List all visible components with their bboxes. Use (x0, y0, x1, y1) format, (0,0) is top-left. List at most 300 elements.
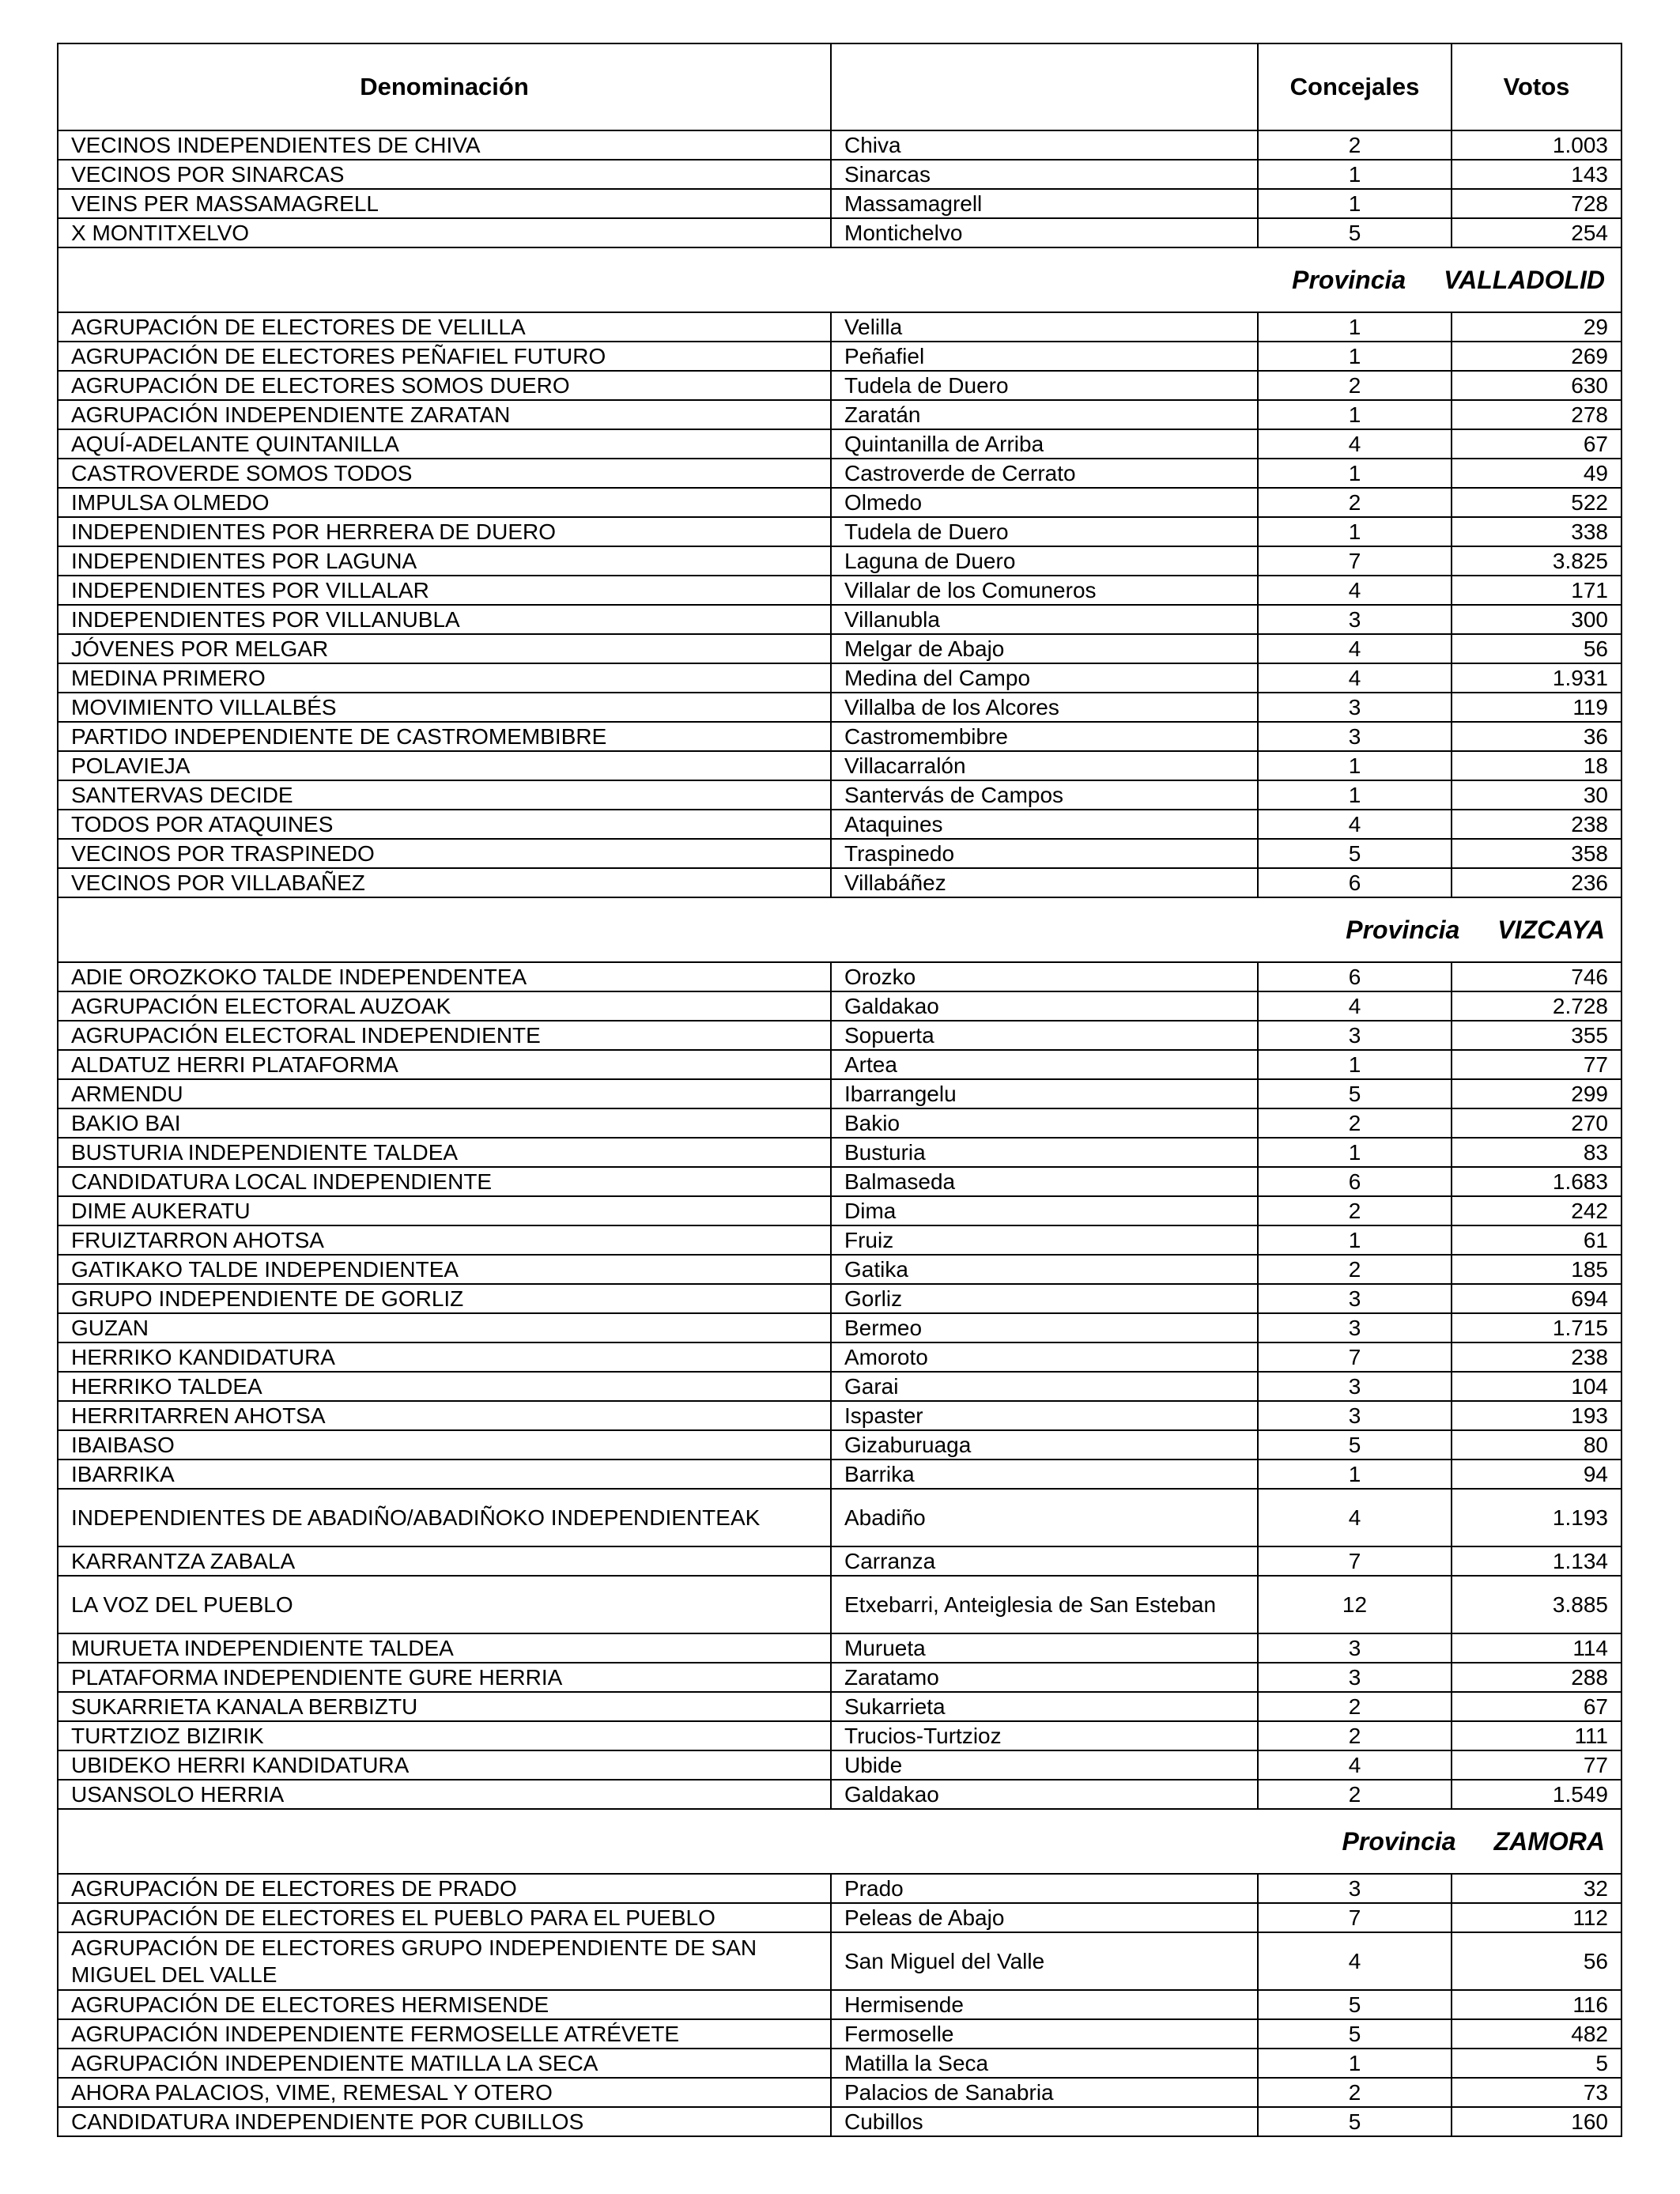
cell-concejales: 1 (1258, 1460, 1452, 1489)
cell-municipio: Bermeo (831, 1313, 1258, 1342)
cell-votos: 160 (1452, 2107, 1621, 2136)
cell-municipio: Montichelvo (831, 218, 1258, 247)
table-row (58, 605, 1621, 634)
cell-votos: 67 (1452, 429, 1621, 459)
table-row (58, 2019, 1621, 2049)
cell-concejales: 6 (1258, 962, 1452, 991)
table-row (58, 218, 1621, 247)
cell-votos: 104 (1452, 1372, 1621, 1401)
cell-votos: 1.683 (1452, 1167, 1621, 1196)
cell-concejales: 4 (1258, 991, 1452, 1021)
cell-concejales: 5 (1258, 218, 1452, 247)
cell-votos: 73 (1452, 2078, 1621, 2107)
cell-concejales: 2 (1258, 130, 1452, 160)
cell-denominacion: VECINOS POR SINARCAS (58, 160, 831, 189)
cell-denominacion: USANSOLO HERRIA (58, 1780, 831, 1809)
cell-municipio: Medina del Campo (831, 663, 1258, 693)
cell-concejales: 1 (1258, 780, 1452, 810)
cell-municipio: Murueta (831, 1633, 1258, 1663)
cell-concejales: 4 (1258, 663, 1452, 693)
cell-concejales: 5 (1258, 1430, 1452, 1460)
table-row (58, 429, 1621, 459)
table-row (58, 1489, 1621, 1546)
table-row (58, 2107, 1621, 2136)
cell-votos: 236 (1452, 868, 1621, 897)
table-row (58, 1430, 1621, 1460)
cell-denominacion: AGRUPACIÓN ELECTORAL AUZOAK (58, 991, 831, 1021)
cell-denominacion: VECINOS POR TRASPINEDO (58, 839, 831, 868)
table-row (58, 342, 1621, 371)
cell-votos: 193 (1452, 1401, 1621, 1430)
cell-votos: 114 (1452, 1633, 1621, 1663)
table-row (58, 400, 1621, 429)
province-name: ZAMORA (1493, 1827, 1605, 1856)
cell-denominacion: INDEPENDIENTES DE ABADIÑO/ABADIÑOKO INDEPENDIENTEAK (58, 1489, 831, 1546)
cell-municipio: Tudela de Duero (831, 371, 1258, 400)
table-row (58, 780, 1621, 810)
cell-votos: 242 (1452, 1196, 1621, 1225)
cell-denominacion: ADIE OROZKOKO TALDE INDEPENDENTEA (58, 962, 831, 991)
cell-concejales: 3 (1258, 1874, 1452, 1903)
cell-municipio: Peleas de Abajo (831, 1903, 1258, 1932)
cell-concejales: 5 (1258, 2107, 1452, 2136)
table-row (58, 1401, 1621, 1430)
cell-votos: 299 (1452, 1079, 1621, 1108)
cell-municipio: Zaratán (831, 400, 1258, 429)
cell-municipio: Castroverde de Cerrato (831, 459, 1258, 488)
cell-votos: 300 (1452, 605, 1621, 634)
cell-denominacion: GATIKAKO TALDE INDEPENDIENTEA (58, 1255, 831, 1284)
cell-municipio: Carranza (831, 1546, 1258, 1576)
cell-votos: 1.715 (1452, 1313, 1621, 1342)
cell-votos: 61 (1452, 1225, 1621, 1255)
cell-municipio: Galdakao (831, 991, 1258, 1021)
cell-municipio: Matilla la Seca (831, 2049, 1258, 2078)
cell-votos: 270 (1452, 1108, 1621, 1138)
cell-votos: 119 (1452, 693, 1621, 722)
cell-denominacion: HERRITARREN AHOTSA (58, 1401, 831, 1430)
cell-municipio: San Miguel del Valle (831, 1932, 1258, 1990)
table-row (58, 2049, 1621, 2078)
cell-denominacion: TURTZIOZ BIZIRIK (58, 1721, 831, 1750)
cell-denominacion: GUZAN (58, 1313, 831, 1342)
table-row (58, 1138, 1621, 1167)
header-row (58, 43, 1621, 130)
cell-municipio: Villalba de los Alcores (831, 693, 1258, 722)
table-row (58, 517, 1621, 546)
cell-municipio: Balmaseda (831, 1167, 1258, 1196)
cell-votos: 358 (1452, 839, 1621, 868)
cell-concejales: 2 (1258, 1780, 1452, 1809)
table-row (58, 1167, 1621, 1196)
cell-votos: 30 (1452, 780, 1621, 810)
cell-votos: 728 (1452, 189, 1621, 218)
cell-votos: 94 (1452, 1460, 1621, 1489)
cell-municipio: Gorliz (831, 1284, 1258, 1313)
cell-municipio: Sinarcas (831, 160, 1258, 189)
cell-concejales: 7 (1258, 546, 1452, 576)
cell-concejales: 4 (1258, 1489, 1452, 1546)
cell-denominacion: AGRUPACIÓN DE ELECTORES DE VELILLA (58, 312, 831, 342)
cell-concejales: 4 (1258, 810, 1452, 839)
table-row (58, 1342, 1621, 1372)
cell-votos: 5 (1452, 2049, 1621, 2078)
table-row (58, 1546, 1621, 1576)
table-row (58, 991, 1621, 1021)
cell-denominacion: MURUETA INDEPENDIENTE TALDEA (58, 1633, 831, 1663)
cell-concejales: 2 (1258, 1721, 1452, 1750)
cell-municipio: Massamagrell (831, 189, 1258, 218)
table-row (58, 488, 1621, 517)
cell-denominacion: AGRUPACIÓN DE ELECTORES DE PRADO (58, 1874, 831, 1903)
cell-denominacion: PLATAFORMA INDEPENDIENTE GURE HERRIA (58, 1663, 831, 1692)
cell-denominacion: PARTIDO INDEPENDIENTE DE CASTROMEMBIBRE (58, 722, 831, 751)
cell-votos: 1.193 (1452, 1489, 1621, 1546)
table-row (58, 1460, 1621, 1489)
cell-concejales: 4 (1258, 1750, 1452, 1780)
cell-concejales: 3 (1258, 693, 1452, 722)
cell-votos: 18 (1452, 751, 1621, 780)
cell-municipio: Chiva (831, 130, 1258, 160)
cell-concejales: 7 (1258, 1342, 1452, 1372)
cell-votos: 56 (1452, 1932, 1621, 1990)
cell-votos: 171 (1452, 576, 1621, 605)
table-row (58, 371, 1621, 400)
cell-votos: 112 (1452, 1903, 1621, 1932)
cell-votos: 185 (1452, 1255, 1621, 1284)
cell-votos: 694 (1452, 1284, 1621, 1313)
cell-votos: 238 (1452, 1342, 1621, 1372)
cell-municipio: Olmedo (831, 488, 1258, 517)
cell-concejales: 1 (1258, 751, 1452, 780)
cell-denominacion: POLAVIEJA (58, 751, 831, 780)
cell-denominacion: INDEPENDIENTES POR HERRERA DE DUERO (58, 517, 831, 546)
province-name: VALLADOLID (1444, 266, 1605, 294)
cell-concejales: 3 (1258, 1401, 1452, 1430)
cell-denominacion: HERRIKO TALDEA (58, 1372, 831, 1401)
cell-concejales: 1 (1258, 342, 1452, 371)
cell-denominacion: CANDIDATURA INDEPENDIENTE POR CUBILLOS (58, 2107, 831, 2136)
cell-concejales: 3 (1258, 1663, 1452, 1692)
cell-denominacion: X MONTITXELVO (58, 218, 831, 247)
cell-denominacion: AGRUPACIÓN ELECTORAL INDEPENDIENTE (58, 1021, 831, 1050)
cell-concejales: 7 (1258, 1903, 1452, 1932)
cell-denominacion: DIME AUKERATU (58, 1196, 831, 1225)
cell-denominacion: CASTROVERDE SOMOS TODOS (58, 459, 831, 488)
cell-concejales: 12 (1258, 1576, 1452, 1633)
cell-denominacion: INDEPENDIENTES POR VILLANUBLA (58, 605, 831, 634)
cell-municipio: Melgar de Abajo (831, 634, 1258, 663)
cell-municipio: Artea (831, 1050, 1258, 1079)
cell-votos: 67 (1452, 1692, 1621, 1721)
cell-municipio: Galdakao (831, 1780, 1258, 1809)
cell-concejales: 6 (1258, 868, 1452, 897)
cell-municipio: Prado (831, 1874, 1258, 1903)
cell-municipio: Abadiño (831, 1489, 1258, 1546)
cell-concejales: 2 (1258, 371, 1452, 400)
table-row (58, 810, 1621, 839)
table-row (58, 839, 1621, 868)
cell-municipio: Dima (831, 1196, 1258, 1225)
header-denominacion: Denominación (58, 43, 831, 130)
cell-votos: 29 (1452, 312, 1621, 342)
cell-denominacion: VECINOS INDEPENDIENTES DE CHIVA (58, 130, 831, 160)
table-row (58, 693, 1621, 722)
cell-denominacion: AGRUPACIÓN INDEPENDIENTE MATILLA LA SECA (58, 2049, 831, 2078)
table-row (58, 2078, 1621, 2107)
table-body (58, 130, 1621, 2136)
cell-votos: 3.885 (1452, 1576, 1621, 1633)
header-votos: Votos (1452, 43, 1621, 130)
cell-municipio: Zaratamo (831, 1663, 1258, 1692)
cell-concejales: 4 (1258, 634, 1452, 663)
cell-municipio: Ubide (831, 1750, 1258, 1780)
table-row (58, 312, 1621, 342)
province-label: Provincia (1346, 916, 1460, 944)
cell-municipio: Ispaster (831, 1401, 1258, 1430)
cell-denominacion: AQUÍ-ADELANTE QUINTANILLA (58, 429, 831, 459)
cell-municipio: Santervás de Campos (831, 780, 1258, 810)
cell-concejales: 2 (1258, 1108, 1452, 1138)
table-row (58, 663, 1621, 693)
province-name: VIZCAYA (1497, 916, 1605, 944)
results-table (57, 43, 1622, 2137)
table-row (58, 1313, 1621, 1342)
cell-concejales: 1 (1258, 189, 1452, 218)
table-row (58, 189, 1621, 218)
cell-denominacion: TODOS POR ATAQUINES (58, 810, 831, 839)
cell-denominacion: IBAIBASO (58, 1430, 831, 1460)
cell-concejales: 3 (1258, 1633, 1452, 1663)
table-row (58, 130, 1621, 160)
cell-municipio: Busturia (831, 1138, 1258, 1167)
table-row (58, 546, 1621, 576)
cell-municipio: Villalar de los Comuneros (831, 576, 1258, 605)
cell-votos: 1.931 (1452, 663, 1621, 693)
cell-votos: 482 (1452, 2019, 1621, 2049)
cell-municipio: Castromembibre (831, 722, 1258, 751)
province-header (58, 247, 1621, 312)
cell-concejales: 3 (1258, 605, 1452, 634)
cell-votos: 238 (1452, 810, 1621, 839)
table-row (58, 1932, 1621, 1990)
cell-denominacion: GRUPO INDEPENDIENTE DE GORLIZ (58, 1284, 831, 1313)
cell-votos: 2.728 (1452, 991, 1621, 1021)
cell-municipio: Sukarrieta (831, 1692, 1258, 1721)
table-row (58, 1663, 1621, 1692)
cell-concejales: 7 (1258, 1546, 1452, 1576)
cell-concejales: 5 (1258, 839, 1452, 868)
table-row (58, 1633, 1621, 1663)
table-row (58, 1780, 1621, 1809)
cell-denominacion: UBIDEKO HERRI KANDIDATURA (58, 1750, 831, 1780)
cell-municipio: Villabáñez (831, 868, 1258, 897)
cell-concejales: 1 (1258, 517, 1452, 546)
cell-concejales: 2 (1258, 1196, 1452, 1225)
cell-concejales: 4 (1258, 576, 1452, 605)
table-row (58, 1372, 1621, 1401)
header-concejales: Concejales (1258, 43, 1452, 130)
table-row (58, 1721, 1621, 1750)
cell-votos: 36 (1452, 722, 1621, 751)
cell-votos: 111 (1452, 1721, 1621, 1750)
table-row (58, 1050, 1621, 1079)
cell-municipio: Gatika (831, 1255, 1258, 1284)
cell-denominacion: AGRUPACIÓN DE ELECTORES GRUPO INDEPENDIENTE DE SAN MIGUEL DEL VALLE (58, 1932, 831, 1990)
cell-municipio: Bakio (831, 1108, 1258, 1138)
cell-votos: 254 (1452, 218, 1621, 247)
cell-municipio: Velilla (831, 312, 1258, 342)
table-row (58, 868, 1621, 897)
cell-denominacion: CANDIDATURA LOCAL INDEPENDIENTE (58, 1167, 831, 1196)
cell-votos: 77 (1452, 1050, 1621, 1079)
cell-votos: 522 (1452, 488, 1621, 517)
cell-votos: 49 (1452, 459, 1621, 488)
cell-concejales: 1 (1258, 312, 1452, 342)
header-municipio (831, 43, 1258, 130)
cell-municipio: Traspinedo (831, 839, 1258, 868)
table-row (58, 459, 1621, 488)
table-row (58, 576, 1621, 605)
cell-municipio: Fruiz (831, 1225, 1258, 1255)
cell-municipio: Trucios-Turtzioz (831, 1721, 1258, 1750)
cell-denominacion: MEDINA PRIMERO (58, 663, 831, 693)
cell-votos: 77 (1452, 1750, 1621, 1780)
cell-denominacion: ALDATUZ HERRI PLATAFORMA (58, 1050, 831, 1079)
cell-municipio: Garai (831, 1372, 1258, 1401)
cell-municipio: Gizaburuaga (831, 1430, 1258, 1460)
cell-concejales: 4 (1258, 1932, 1452, 1990)
cell-votos: 56 (1452, 634, 1621, 663)
cell-concejales: 2 (1258, 1692, 1452, 1721)
cell-denominacion: VEINS PER MASSAMAGRELL (58, 189, 831, 218)
cell-municipio: Laguna de Duero (831, 546, 1258, 576)
cell-denominacion: LA VOZ DEL PUEBLO (58, 1576, 831, 1633)
table-row (58, 1990, 1621, 2019)
table-row (58, 1108, 1621, 1138)
cell-denominacion: AGRUPACIÓN INDEPENDIENTE ZARATAN (58, 400, 831, 429)
table-row (58, 1750, 1621, 1780)
cell-denominacion: ARMENDU (58, 1079, 831, 1108)
cell-denominacion: SUKARRIETA KANALA BERBIZTU (58, 1692, 831, 1721)
cell-municipio: Barrika (831, 1460, 1258, 1489)
cell-votos: 83 (1452, 1138, 1621, 1167)
cell-concejales: 1 (1258, 1050, 1452, 1079)
cell-denominacion: AGRUPACIÓN DE ELECTORES EL PUEBLO PARA EL PUEBLO (58, 1903, 831, 1932)
cell-municipio: Sopuerta (831, 1021, 1258, 1050)
cell-votos: 278 (1452, 400, 1621, 429)
cell-denominacion: IBARRIKA (58, 1460, 831, 1489)
cell-votos: 116 (1452, 1990, 1621, 2019)
cell-votos: 143 (1452, 160, 1621, 189)
province-label: Provincia (1342, 1827, 1456, 1856)
table-row (58, 634, 1621, 663)
cell-concejales: 6 (1258, 1167, 1452, 1196)
cell-municipio: Orozko (831, 962, 1258, 991)
cell-denominacion: BAKIO BAI (58, 1108, 831, 1138)
cell-votos: 355 (1452, 1021, 1621, 1050)
cell-denominacion: VECINOS POR VILLABAÑEZ (58, 868, 831, 897)
cell-municipio: Ataquines (831, 810, 1258, 839)
province-header (58, 897, 1621, 962)
cell-concejales: 2 (1258, 2078, 1452, 2107)
cell-municipio: Peñafiel (831, 342, 1258, 371)
cell-votos: 80 (1452, 1430, 1621, 1460)
cell-municipio: Cubillos (831, 2107, 1258, 2136)
cell-denominacion: AGRUPACIÓN DE ELECTORES PEÑAFIEL FUTURO (58, 342, 831, 371)
cell-concejales: 1 (1258, 1138, 1452, 1167)
cell-denominacion: SANTERVAS DECIDE (58, 780, 831, 810)
cell-concejales: 2 (1258, 1255, 1452, 1284)
cell-votos: 1.549 (1452, 1780, 1621, 1809)
cell-concejales: 3 (1258, 1372, 1452, 1401)
cell-votos: 1.003 (1452, 130, 1621, 160)
cell-municipio: Amoroto (831, 1342, 1258, 1372)
cell-concejales: 1 (1258, 459, 1452, 488)
table-row (58, 1692, 1621, 1721)
table-row (58, 1903, 1621, 1932)
cell-votos: 32 (1452, 1874, 1621, 1903)
cell-concejales: 1 (1258, 1225, 1452, 1255)
cell-denominacion: INDEPENDIENTES POR LAGUNA (58, 546, 831, 576)
cell-concejales: 1 (1258, 2049, 1452, 2078)
cell-votos: 630 (1452, 371, 1621, 400)
cell-votos: 288 (1452, 1663, 1621, 1692)
cell-votos: 269 (1452, 342, 1621, 371)
table-row (58, 722, 1621, 751)
cell-concejales: 5 (1258, 1079, 1452, 1108)
cell-concejales: 5 (1258, 2019, 1452, 2049)
cell-municipio: Etxebarri, Anteiglesia de San Esteban (831, 1576, 1258, 1633)
province-header-row (58, 247, 1621, 312)
table-row (58, 1196, 1621, 1225)
province-header-row (58, 897, 1621, 962)
cell-concejales: 3 (1258, 722, 1452, 751)
cell-municipio: Palacios de Sanabria (831, 2078, 1258, 2107)
table-row (58, 1255, 1621, 1284)
cell-denominacion: AGRUPACIÓN INDEPENDIENTE FERMOSELLE ATRÉVETE (58, 2019, 831, 2049)
cell-concejales: 4 (1258, 429, 1452, 459)
cell-votos: 338 (1452, 517, 1621, 546)
table-row (58, 1284, 1621, 1313)
table-row (58, 962, 1621, 991)
cell-votos: 3.825 (1452, 546, 1621, 576)
province-label: Provincia (1292, 266, 1406, 294)
cell-votos: 1.134 (1452, 1546, 1621, 1576)
cell-concejales: 2 (1258, 488, 1452, 517)
cell-concejales: 5 (1258, 1990, 1452, 2019)
province-header (58, 1809, 1621, 1874)
cell-votos: 746 (1452, 962, 1621, 991)
cell-denominacion: AGRUPACIÓN DE ELECTORES HERMISENDE (58, 1990, 831, 2019)
cell-denominacion: HERRIKO KANDIDATURA (58, 1342, 831, 1372)
cell-municipio: Villacarralón (831, 751, 1258, 780)
table-row (58, 1576, 1621, 1633)
table-row (58, 1225, 1621, 1255)
cell-municipio: Ibarrangelu (831, 1079, 1258, 1108)
cell-denominacion: JÓVENES POR MELGAR (58, 634, 831, 663)
cell-concejales: 1 (1258, 160, 1452, 189)
table-row (58, 1874, 1621, 1903)
cell-municipio: Fermoselle (831, 2019, 1258, 2049)
cell-municipio: Hermisende (831, 1990, 1258, 2019)
cell-municipio: Quintanilla de Arriba (831, 429, 1258, 459)
cell-concejales: 1 (1258, 400, 1452, 429)
table-row (58, 160, 1621, 189)
cell-denominacion: FRUIZTARRON AHOTSA (58, 1225, 831, 1255)
table-row (58, 1021, 1621, 1050)
cell-denominacion: MOVIMIENTO VILLALBÉS (58, 693, 831, 722)
